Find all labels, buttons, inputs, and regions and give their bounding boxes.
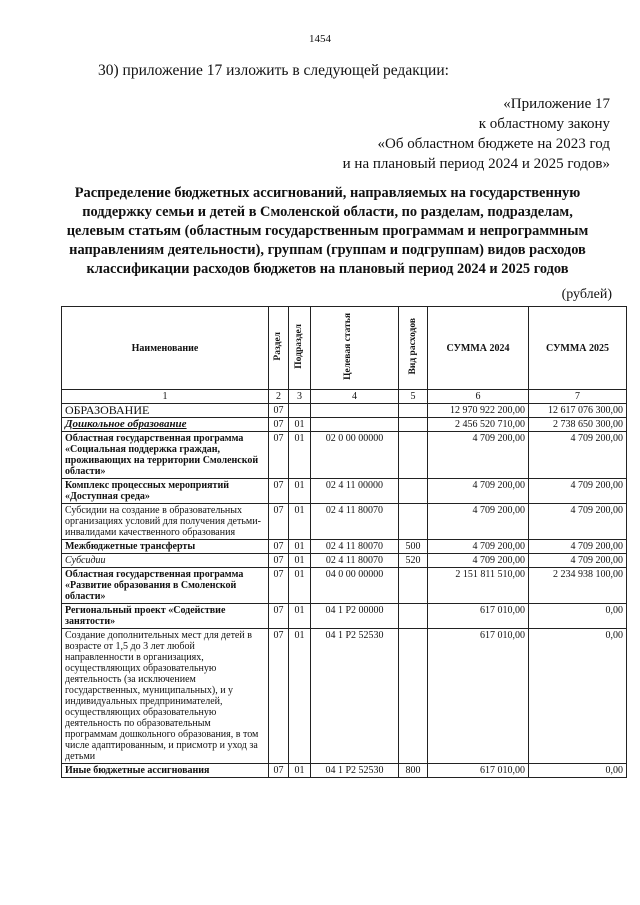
cell-target	[311, 404, 399, 418]
cell-subsection: 01	[289, 554, 311, 568]
title-line: классификации расходов бюджетов на плановый период 2024 и 2025 годов	[86, 261, 569, 277]
table-row	[62, 629, 627, 764]
column-numbers-row	[62, 390, 627, 404]
cell-name: Субсидии на создание в образовательных организациях условий для получения детьми-инвалидами качественного образования	[62, 504, 269, 540]
cell-sum-2024: 2 151 811 510,00	[428, 568, 529, 604]
column-number: 4	[311, 390, 399, 404]
cell-sum-2024: 12 970 922 200,00	[428, 404, 529, 418]
appendix-line: и на плановый период 2024 и 2025 годов»	[342, 156, 610, 172]
column-number: 2	[269, 390, 289, 404]
header-subsection: Подраздел	[289, 307, 311, 390]
column-number: 7	[529, 390, 627, 404]
cell-name: Областная государственная программа «Развитие образования в Смоленской области»	[62, 568, 269, 604]
table-row	[62, 432, 627, 479]
page-number: 1454	[309, 33, 331, 45]
title-line: целевым статьям (областным государственным программам и непрограммным	[66, 223, 589, 239]
cell-name: Иные бюджетные ассигнования	[62, 764, 269, 778]
cell-sum-2024: 4 709 200,00	[428, 504, 529, 540]
column-number: 5	[399, 390, 428, 404]
cell-target: 02 4 11 80070	[311, 554, 399, 568]
cell-subsection: 01	[289, 432, 311, 479]
header-name: Наименование	[62, 307, 269, 390]
title-line: Распределение бюджетных ассигнований, направляемых на государственную	[74, 185, 581, 201]
cell-sum-2025: 2 738 650 300,00	[529, 418, 627, 432]
cell-sum-2025: 4 709 200,00	[529, 504, 627, 540]
column-number: 6	[428, 390, 529, 404]
header-sum-2024: СУММА 2024	[428, 307, 529, 390]
appendix-line: «Об областном бюджете на 2023 год	[377, 136, 610, 152]
cell-name: Областная государственная программа «Социальная поддержка граждан, проживающих на территории Смоленской области»	[62, 432, 269, 479]
cell-target: 02 4 11 80070	[311, 540, 399, 554]
cell-expense-type	[399, 418, 428, 432]
cell-expense-type: 520	[399, 554, 428, 568]
cell-name: Межбюджетные трансферты	[62, 540, 269, 554]
cell-target: 04 1 P2 52530	[311, 764, 399, 778]
cell-section: 07	[269, 418, 289, 432]
cell-name: ОБРАЗОВАНИЕ	[62, 404, 269, 418]
cell-section: 07	[269, 604, 289, 629]
cell-name: Дошкольное образование	[62, 418, 269, 432]
table-row	[62, 540, 627, 554]
cell-sum-2024: 617 010,00	[428, 629, 529, 764]
cell-expense-type	[399, 432, 428, 479]
cell-sum-2024: 617 010,00	[428, 764, 529, 778]
cell-expense-type	[399, 568, 428, 604]
cell-target: 04 1 P2 52530	[311, 629, 399, 764]
cell-name: Создание дополнительных мест для детей в возрасте от 1,5 до 3 лет любой направленности в организациях, осуществляющих образовательную деятельность (за исключением государственных, муниципальных), и у индивидуальных предпринимателей, осуществляющих образовательную деятельность по образовательным программам дошкольного образования, в том числе адаптированным, и присмотр и уход за детьми	[62, 629, 269, 764]
header-section: Раздел	[269, 307, 289, 390]
cell-sum-2024: 2 456 520 710,00	[428, 418, 529, 432]
cell-subsection	[289, 404, 311, 418]
table-row	[62, 504, 627, 540]
cell-target: 02 4 11 00000	[311, 479, 399, 504]
cell-subsection: 01	[289, 764, 311, 778]
cell-sum-2025: 0,00	[529, 604, 627, 629]
cell-subsection: 01	[289, 540, 311, 554]
table-row	[62, 418, 627, 432]
cell-sum-2025: 12 617 076 300,00	[529, 404, 627, 418]
cell-expense-type	[399, 479, 428, 504]
column-number: 3	[289, 390, 311, 404]
cell-sum-2024: 4 709 200,00	[428, 432, 529, 479]
cell-sum-2025: 4 709 200,00	[529, 432, 627, 479]
table-row	[62, 404, 627, 418]
header-target: Целевая статья	[311, 307, 399, 390]
cell-target: 02 4 11 80070	[311, 504, 399, 540]
cell-subsection: 01	[289, 504, 311, 540]
cell-name: Региональный проект «Содействие занятости»	[62, 604, 269, 629]
appendix-reference	[343, 94, 610, 174]
cell-section: 07	[269, 629, 289, 764]
cell-expense-type	[399, 404, 428, 418]
header-row	[62, 307, 627, 390]
cell-expense-type	[399, 604, 428, 629]
cell-subsection: 01	[289, 418, 311, 432]
cell-section: 07	[269, 432, 289, 479]
table-row	[62, 554, 627, 568]
table-row	[62, 604, 627, 629]
table-row	[62, 764, 627, 778]
cell-sum-2025: 0,00	[529, 764, 627, 778]
cell-section: 07	[269, 568, 289, 604]
cell-expense-type: 800	[399, 764, 428, 778]
cell-sum-2024: 4 709 200,00	[428, 554, 529, 568]
appendix-line: «Приложение 17	[503, 96, 610, 112]
cell-expense-type	[399, 629, 428, 764]
column-number: 1	[62, 390, 269, 404]
cell-sum-2025: 0,00	[529, 629, 627, 764]
header-sum-2025: СУММА 2025	[529, 307, 627, 390]
cell-sum-2024: 617 010,00	[428, 604, 529, 629]
cell-section: 07	[269, 404, 289, 418]
appendix-line: к областному закону	[478, 116, 610, 132]
cell-section: 07	[269, 504, 289, 540]
cell-sum-2025: 4 709 200,00	[529, 540, 627, 554]
cell-sum-2024: 4 709 200,00	[428, 540, 529, 554]
table-row	[62, 568, 627, 604]
title-line: поддержку семьи и детей в Смоленской области, по разделам, подразделам,	[82, 204, 573, 220]
cell-name: Субсидии	[62, 554, 269, 568]
cell-target: 02 0 00 00000	[311, 432, 399, 479]
cell-target: 04 1 P2 00000	[311, 604, 399, 629]
budget-table	[61, 306, 627, 778]
cell-section: 07	[269, 764, 289, 778]
intro-text: 30) приложение 17 изложить в следующей редакции:	[98, 62, 449, 79]
cell-sum-2025: 4 709 200,00	[529, 479, 627, 504]
cell-expense-type: 500	[399, 540, 428, 554]
cell-target	[311, 418, 399, 432]
cell-subsection: 01	[289, 568, 311, 604]
cell-name: Комплекс процессных мероприятий «Доступная среда»	[62, 479, 269, 504]
cell-section: 07	[269, 554, 289, 568]
cell-sum-2025: 4 709 200,00	[529, 554, 627, 568]
header-expense-type: Вид расходов	[399, 307, 428, 390]
cell-sum-2024: 4 709 200,00	[428, 479, 529, 504]
table-row	[62, 479, 627, 504]
cell-target: 04 0 00 00000	[311, 568, 399, 604]
cell-subsection: 01	[289, 604, 311, 629]
title-line: направлениям деятельности), группам (группам и подгруппам) видов расходов	[69, 242, 586, 258]
cell-subsection: 01	[289, 479, 311, 504]
cell-section: 07	[269, 479, 289, 504]
document-title	[50, 184, 605, 279]
unit-label: (рублей)	[561, 287, 612, 302]
cell-expense-type	[399, 504, 428, 540]
cell-section: 07	[269, 540, 289, 554]
cell-subsection: 01	[289, 629, 311, 764]
cell-sum-2025: 2 234 938 100,00	[529, 568, 627, 604]
